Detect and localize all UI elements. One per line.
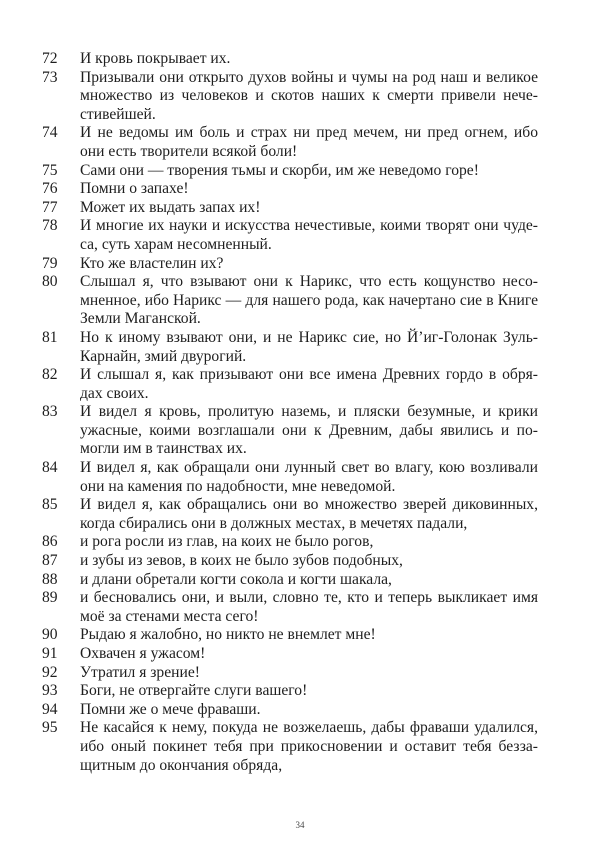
verse-line: Призывали они открыто духов войны и чумы на род наш и великое xyxy=(80,68,538,86)
verse-line: и бесновались они, и выли, словно те, кто и теперь выкликает имя xyxy=(80,589,538,607)
verse-line: стивейшей. xyxy=(80,105,156,123)
verse-line: и рога росли из глав, на коих не было рогов, xyxy=(80,533,374,551)
verse-number: 88 xyxy=(42,570,58,588)
verse-text xyxy=(80,124,538,161)
verse-75 xyxy=(40,162,538,181)
verse-text xyxy=(80,273,538,329)
verse-line: И кровь покрывает их. xyxy=(80,50,231,67)
verse-87 xyxy=(40,552,538,571)
verse-88 xyxy=(40,571,538,590)
verse-line: Слышал я, что взывают они к Нарикс, что есть кощунство несо- xyxy=(80,273,538,291)
verse-84 xyxy=(40,459,538,496)
verse-text xyxy=(80,719,538,775)
verse-number: 79 xyxy=(42,254,58,272)
verse-text xyxy=(80,645,538,664)
verse-line: Но к иному взывают они, и не Нарикс сие, но Й’иг-Голонак Зуль- xyxy=(80,328,538,346)
verse-77 xyxy=(40,199,538,218)
verse-line: и длани обретали когти сокола и когти шакала, xyxy=(80,570,392,588)
verse-90 xyxy=(40,626,538,645)
verse-text xyxy=(80,589,538,626)
verse-83 xyxy=(40,403,538,459)
verse-number: 95 xyxy=(42,719,58,737)
verse-number: 83 xyxy=(42,403,58,421)
verse-91 xyxy=(40,645,538,664)
verse-text xyxy=(80,69,538,125)
verse-text xyxy=(80,162,538,181)
verse-line: множество из человеков и скотов наших к смерти привели нече- xyxy=(80,87,538,105)
verse-line: Утратил я зрение! xyxy=(80,663,200,681)
verse-line: Охвачен я ужасом! xyxy=(80,645,206,662)
verse-line: Может их выдать запах их! xyxy=(80,198,261,216)
verse-line: ибо оный покинет тебя при прикосновении и оставит тебя безза- xyxy=(80,737,538,755)
verse-line: Сами они — творения тьмы и скорби, им же неведомо горе! xyxy=(80,161,479,179)
verse-line: И видел я, как обращали они лунный свет во влагу, кою возливали xyxy=(80,459,538,477)
verse-text xyxy=(80,50,538,69)
verse-line: Земли Маганской. xyxy=(80,310,201,328)
verse-list xyxy=(40,50,538,775)
verse-line: И видел я кровь, пролитую наземь, и пляски безумные, и крики xyxy=(80,403,538,421)
verse-line: и зубы из зевов, в коих не было зубов подобных, xyxy=(80,552,403,570)
verse-73 xyxy=(40,69,538,125)
verse-text xyxy=(80,552,538,571)
verse-number: 81 xyxy=(42,328,58,346)
verse-line: Помни же о мече фраваши. xyxy=(80,700,261,718)
verse-number: 78 xyxy=(42,217,58,235)
verse-line: они на камения по надобности, мне неведомой. xyxy=(80,477,396,495)
verse-line: они есть творители всякой боли! xyxy=(80,142,298,160)
verse-number: 80 xyxy=(42,273,58,291)
verse-76 xyxy=(40,180,538,199)
verse-number: 91 xyxy=(42,645,58,662)
verse-line: щитным до окончания обряда, xyxy=(80,756,283,774)
verse-line: И не ведомы им боль и страх ни пред мечем, ни пред огнем, ибо xyxy=(80,124,538,142)
verse-82 xyxy=(40,366,538,403)
verse-text xyxy=(80,682,538,701)
verse-line: Не касайся к нему, покуда не возжелаешь, дабы фраваши удалился, xyxy=(80,719,538,737)
verse-text xyxy=(80,199,538,218)
verse-number: 73 xyxy=(42,68,58,86)
verse-number: 93 xyxy=(42,682,58,700)
page-number: 34 xyxy=(295,820,305,830)
verse-81 xyxy=(40,329,538,366)
verse-92 xyxy=(40,664,538,683)
verse-line: са, суть харам несомненный. xyxy=(80,235,272,253)
verse-line: И многие их науки и искусства нечестивые, коими творят они чуде- xyxy=(80,217,538,235)
verse-number: 82 xyxy=(42,366,58,384)
verse-number: 85 xyxy=(42,496,58,514)
verse-text xyxy=(80,664,538,683)
verse-text xyxy=(80,255,538,274)
verse-94 xyxy=(40,701,538,720)
verse-line: И слышал я, как призывают они все имена Древних гордо в обря- xyxy=(80,366,538,384)
verse-number: 87 xyxy=(42,552,58,570)
verse-text xyxy=(80,459,538,496)
verse-line: Карнайн, змий двурогий. xyxy=(80,347,247,365)
verse-86 xyxy=(40,533,538,552)
verse-text xyxy=(80,366,538,403)
verse-line: могли им в таинствах их. xyxy=(80,440,247,458)
verse-line: дах своих. xyxy=(80,384,149,402)
verse-text xyxy=(80,626,538,645)
verse-text xyxy=(80,571,538,590)
verse-line: Помни о запахе! xyxy=(80,180,189,198)
verse-line: ужасные, коими возглашали они к Древним, дабы явились и по- xyxy=(80,421,538,439)
verse-line: моё за стенами места сего! xyxy=(80,607,259,625)
verse-number: 72 xyxy=(42,50,58,67)
verse-85 xyxy=(40,496,538,533)
verse-number: 74 xyxy=(42,124,58,142)
verse-number: 90 xyxy=(42,626,58,644)
verse-line: И видел я, как обращались они во множество зверей диковинных, xyxy=(80,496,538,514)
verse-74 xyxy=(40,124,538,161)
verse-line: Кто же властелин их? xyxy=(80,254,224,272)
verse-number: 77 xyxy=(42,198,58,216)
verse-72 xyxy=(40,50,538,69)
verse-text xyxy=(80,217,538,254)
verse-text xyxy=(80,403,538,459)
verse-79 xyxy=(40,255,538,274)
verse-number: 86 xyxy=(42,533,58,551)
verse-number: 92 xyxy=(42,663,58,681)
verse-line: когда сбирались они в должных местах, в мечетях падали, xyxy=(80,514,468,532)
verse-text xyxy=(80,533,538,552)
verse-text xyxy=(80,329,538,366)
verse-80 xyxy=(40,273,538,329)
verse-95 xyxy=(40,719,538,775)
verse-text xyxy=(80,180,538,199)
verse-text xyxy=(80,496,538,533)
verse-number: 75 xyxy=(42,161,58,179)
verse-89 xyxy=(40,589,538,626)
verse-78 xyxy=(40,217,538,254)
verse-line: Рыдаю я жалобно, но никто не внемлет мне! xyxy=(80,626,376,644)
verse-text xyxy=(80,701,538,720)
verse-line: Боги, не отвергайте слуги вашего! xyxy=(80,682,308,700)
verse-number: 76 xyxy=(42,180,58,198)
verse-line: мненное, ибо Нарикс — для нашего рода, как начертано сие в Книге xyxy=(80,291,538,309)
verse-number: 84 xyxy=(42,459,58,477)
verse-93 xyxy=(40,682,538,701)
verse-number: 94 xyxy=(42,700,58,718)
verse-number: 89 xyxy=(42,589,58,607)
